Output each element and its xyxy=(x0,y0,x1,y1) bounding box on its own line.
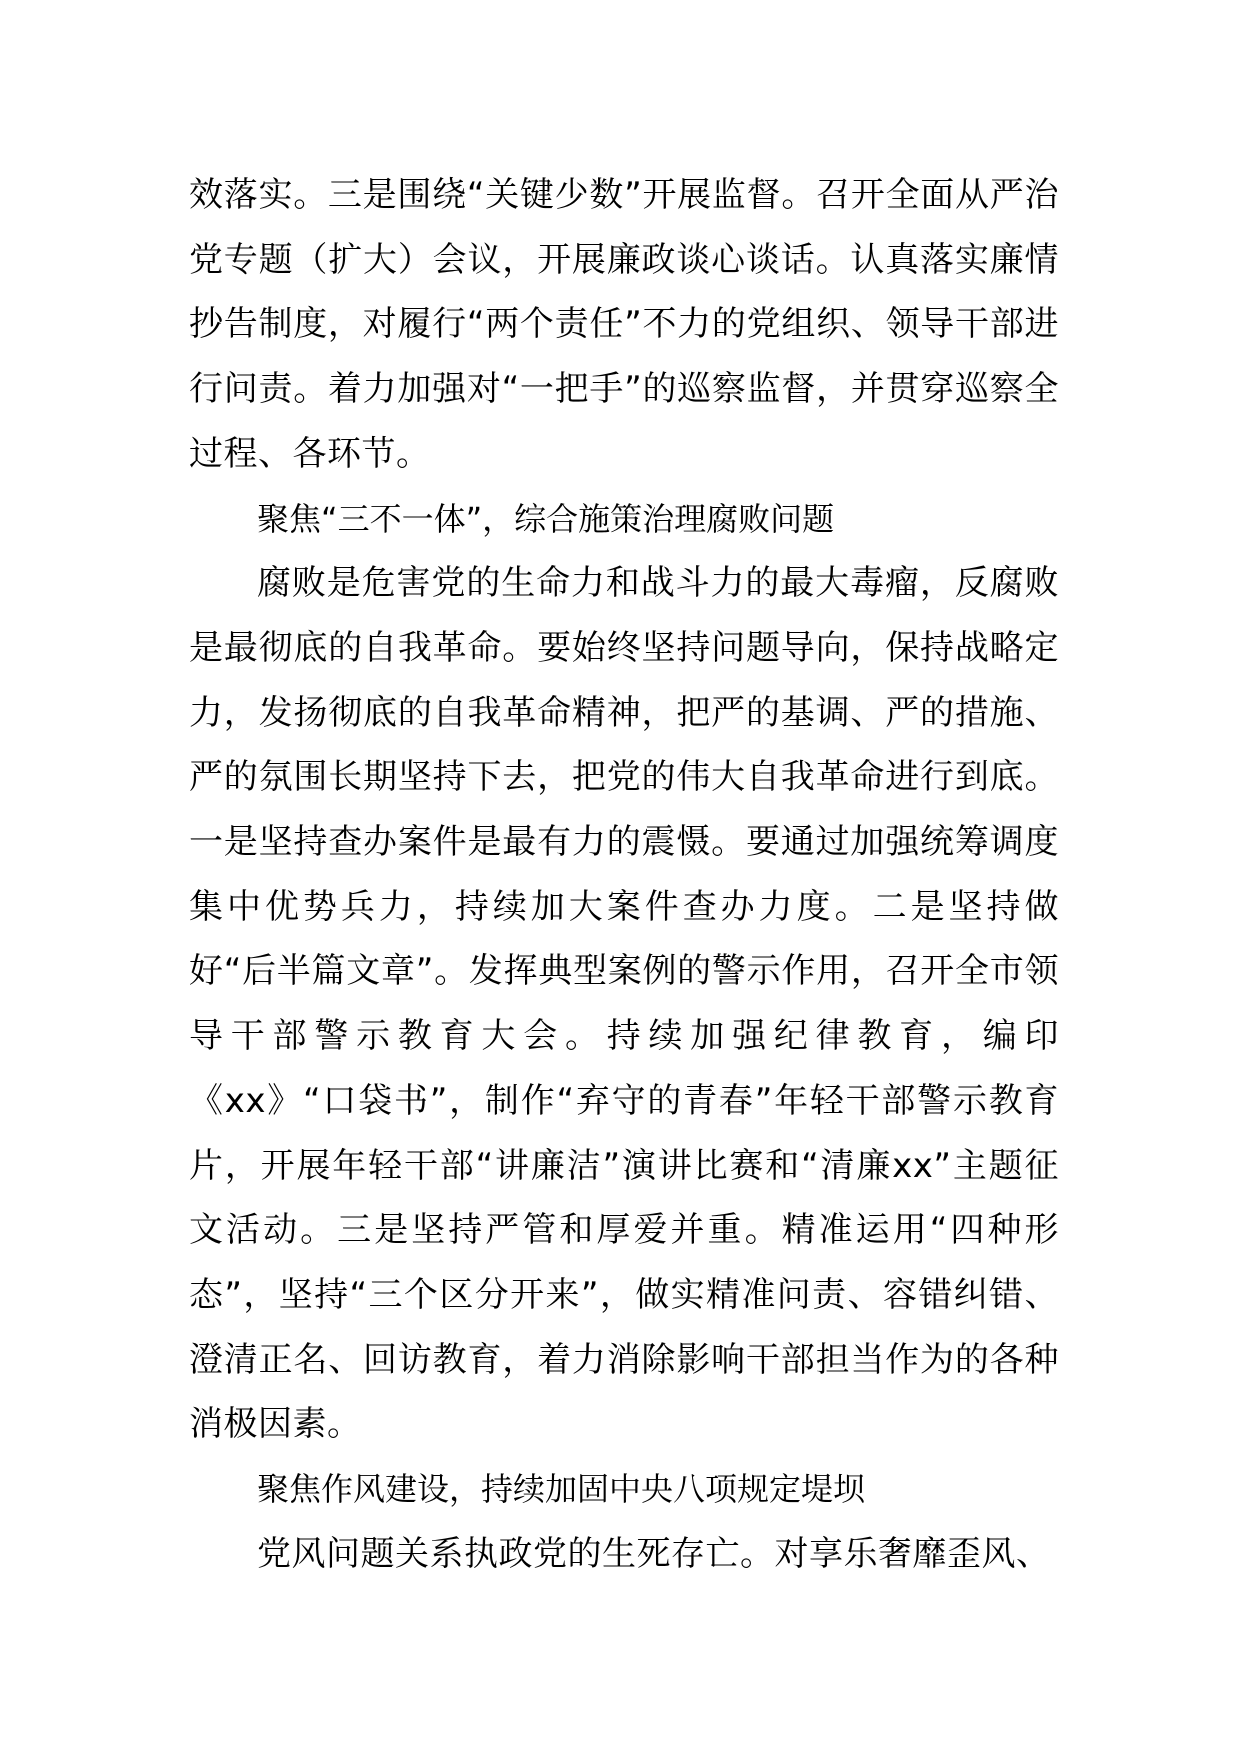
section-heading-anti-corruption: 聚焦“三不一体”，综合施策治理腐败问题 xyxy=(257,499,835,538)
section-heading-work-style: 聚焦作风建设，持续加固中央八项规定堤坝 xyxy=(257,1470,866,1509)
paragraph-anti-corruption: 腐败是危害党的生命力和战斗力的最大毒瘤，反腐败是最彻底的自我革命。要始终坚持问题导向，保持战略定力，发扬彻底的自我革命精神，把严的基调、严的措施、严的氛围长期坚持下去，把党的伟大自我革命进行到底。一是坚持查办案件是最有力的震慑。要通过加强统筹调度集中优势兵力，持续加大案件查办力度。二是坚持做好“后半篇文章”。发挥典型案例的警示作用，召开全市领导干部警示教育大会。持续加强纪律教育，编印《xx》“口袋书”，制作“弃守的青春”年轻干部警示教育片，开展年轻干部“讲廉洁”演讲比赛和“清廉xx”主题征文活动。三是坚持严管和厚爱并重。精准运用“四种形态”，坚持“三个区分开来”，做实精准问责、容错纠错、澄清正名、回访教育，着力消除影响干部担当作为的各种消极因素。 xyxy=(189,563,1059,1445)
paragraph-work-style: 党风问题关系执政党的生死存亡。对享乐奢靡歪风、 xyxy=(257,1533,1051,1574)
paragraph-continuation: 效落实。三是围绕“关键少数”开展监督。召开全面从严治党专题（扩大）会议，开展廉政谈心谈话。认真落实廉情抄告制度，对履行“两个责任”不力的党组织、领导干部进行问责。着力加强对“一把手”的巡察监督，并贯穿巡察全过程、各环节。 xyxy=(189,175,1059,474)
document-body xyxy=(189,163,1059,1586)
